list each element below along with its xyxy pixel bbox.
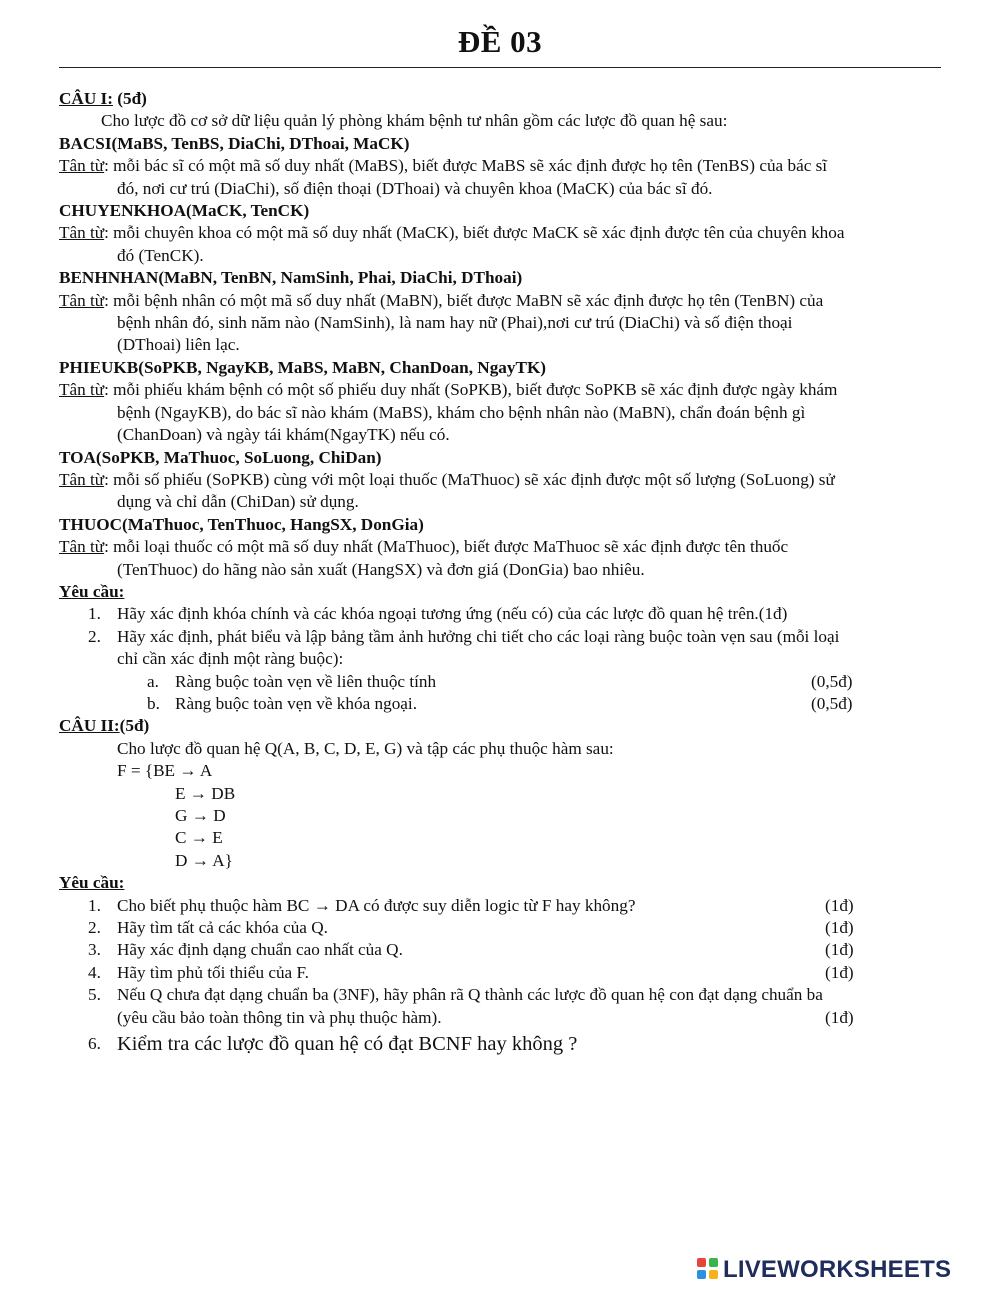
section1-subitem xyxy=(59,671,941,693)
item-text: Cho biết phụ thuộc hàm BC → DA có được suy diễn logic từ F hay không? xyxy=(117,895,636,915)
relation-schema: BACSI(MaBS, TenBS, DiaChi, DThoai, MaCK) xyxy=(59,133,410,153)
description-line: : mỗi loại thuốc có một mã số duy nhất (MaThuoc), biết được MaThuoc sẽ xác định được tên thuốc xyxy=(104,537,789,557)
item-text: Hãy tìm tất cả các khóa của Q. xyxy=(117,918,328,938)
predicate-label: Tân từ xyxy=(59,156,105,176)
relation-description xyxy=(59,290,941,357)
relation-bacsi xyxy=(59,133,941,200)
relation-description xyxy=(59,536,941,581)
description-line: bệnh nhân đó, sinh năm nào (NamSinh), là nam hay nữ (Phai),nơi cư trú (DiaChi) và số điện thoại xyxy=(117,313,793,333)
relation-chuyenkhoa xyxy=(59,200,941,267)
logo-square-red xyxy=(697,1258,706,1267)
relation-schema: PHIEUKB(SoPKB, NgayKB, MaBS, MaBN, ChanDoan, NgayTK) xyxy=(59,357,547,377)
logo-square-green xyxy=(709,1258,718,1267)
subitem-text: Ràng buộc toàn vẹn về khóa ngoại. xyxy=(175,693,417,713)
liveworksheets-icon xyxy=(697,1258,719,1280)
item-number: 6. xyxy=(88,1034,101,1054)
section2-item xyxy=(59,917,941,939)
section2-requirements-heading: Yêu cầu: xyxy=(59,873,125,893)
subitem-text: Ràng buộc toàn vẹn về liên thuộc tính xyxy=(175,671,437,691)
relation-thuoc xyxy=(59,514,941,581)
item-number: 2. xyxy=(88,918,101,938)
item-number: 2. xyxy=(88,626,101,646)
relation-description xyxy=(59,222,941,267)
item-text-line: Nếu Q chưa đạt dạng chuẩn ba (3NF), hãy phân rã Q thành các lược đồ quan hệ con đạt dạng chuẩn ba xyxy=(117,985,823,1005)
section1-req-item xyxy=(59,603,941,625)
title-divider xyxy=(59,67,941,68)
predicate-label: Tân từ xyxy=(59,223,105,243)
functional-dependency: G → D xyxy=(175,806,226,825)
section2-intro: Cho lược đồ quan hệ Q(A, B, C, D, E, G) và tập các phụ thuộc hàm sau: xyxy=(117,738,614,758)
description-line: dụng và chỉ dẫn (ChiDan) sử dụng. xyxy=(117,492,359,512)
relation-description xyxy=(59,155,941,200)
section1-title: CÂU I: xyxy=(59,89,113,108)
subitem-letter: a. xyxy=(147,671,159,691)
item-points: (1đ) xyxy=(825,962,854,982)
item-text: Hãy tìm phủ tối thiểu của F. xyxy=(117,962,309,982)
liveworksheets-wordmark: LIVEWORKSHEETS xyxy=(723,1256,952,1283)
section2-heading xyxy=(59,715,941,737)
predicate-label: Tân từ xyxy=(59,380,105,400)
description-line: : mỗi bệnh nhân có một mã số duy nhất (MaBN), biết được MaBN sẽ xác định được họ tên (TenBN) của xyxy=(104,290,824,310)
item-number: 3. xyxy=(88,940,101,960)
functional-dependency: D → A} xyxy=(175,850,233,870)
predicate-label: Tân từ xyxy=(59,537,105,557)
section1-intro: Cho lược đồ cơ sở dữ liệu quản lý phòng khám bệnh tư nhân gồm các lược đồ quan hệ sau: xyxy=(101,111,728,131)
section1-requirements-heading: Yêu cầu: xyxy=(59,581,125,601)
section2-item xyxy=(59,984,941,1029)
relation-benhnhan xyxy=(59,267,941,357)
description-line: (TenThuoc) do hãng nào sản xuất (HangSX) và đơn giá (DonGia) bao nhiêu. xyxy=(117,559,645,579)
item-points: (1đ) xyxy=(825,1007,854,1027)
predicate-label: Tân từ xyxy=(59,469,105,489)
subitem-points: (0,5đ) xyxy=(811,671,853,691)
item-points: (1đ) xyxy=(825,895,854,915)
description-line: đó, nơi cư trú (DiaChi), số điện thoại (DThoai) và chuyên khoa (MaCK) của bác sĩ đó. xyxy=(117,178,713,198)
liveworksheets-logo xyxy=(697,1256,997,1284)
description-line: : mỗi số phiếu (SoPKB) cùng với một loại thuốc (MaThuoc) sẽ xác định được một số lượng (SoLuong) sử xyxy=(104,469,835,489)
relation-schema: CHUYENKHOA(MaCK, TenCK) xyxy=(59,201,310,221)
item-number: 4. xyxy=(88,962,101,982)
description-line: : mỗi phiếu khám bệnh có một số phiếu duy nhất (SoPKB), biết được SoPKB sẽ xác định được ngày khám xyxy=(104,380,838,400)
section2-points: (5đ) xyxy=(119,716,150,736)
functional-dependency: E → DB xyxy=(175,783,236,803)
item-number: 1. xyxy=(88,895,101,915)
relation-toa xyxy=(59,447,941,514)
description-line: : mỗi chuyên khoa có một mã số duy nhất (MaCK), biết được MaCK sẽ xác định được tên của chuyên khoa xyxy=(104,223,845,243)
description-line: đó (TenCK). xyxy=(117,245,204,265)
section2-title: CÂU II: xyxy=(59,716,120,736)
item-number: 1. xyxy=(88,604,101,624)
relation-description xyxy=(59,379,941,446)
section1-req-item xyxy=(59,626,941,671)
item-points: (1đ) xyxy=(825,918,854,938)
section1-points: (5đ) xyxy=(112,89,147,108)
item-number: 5. xyxy=(88,985,101,1005)
predicate-label: Tân từ xyxy=(59,290,105,310)
item-points: (1đ) xyxy=(825,940,854,960)
relation-phieukb xyxy=(59,357,941,447)
relation-schema: TOA(SoPKB, MaThuoc, SoLuong, ChiDan) xyxy=(59,447,382,467)
functional-dependency: C → E xyxy=(175,828,223,848)
relation-schema: BENHNHAN(MaBN, TenBN, NamSinh, Phai, DiaChi, DThoai) xyxy=(59,268,523,288)
description-line: (DThoai) liên lạc. xyxy=(117,335,240,355)
fd-set-start: F = {BE → A xyxy=(117,761,213,781)
description-line: bệnh (NgayKB), do bác sĩ nào khám (MaBS), khám cho bệnh nhân nào (MaBN), chẩn đoán bệnh gì xyxy=(117,402,806,422)
page-title: ĐỀ 03 xyxy=(457,24,543,59)
item-text-line: Hãy xác định, phát biểu và lập bảng tầm ảnh hưởng chi tiết cho các loại ràng buộc toàn vẹn sau (mỗi loại xyxy=(117,626,840,646)
section2-item xyxy=(59,962,941,984)
relation-schema: THUOC(MaThuoc, TenThuoc, HangSX, DonGia) xyxy=(59,514,424,534)
description-line: (ChanDoan) và ngày tái khám(NgayTK) nếu có. xyxy=(117,425,450,445)
item-text: Hãy xác định khóa chính và các khóa ngoại tương ứng (nếu có) của các lược đồ quan hệ trên.(1đ) xyxy=(117,604,788,624)
description-line: : mỗi bác sĩ có một mã số duy nhất (MaBS), biết được MaBS sẽ xác định được họ tên (TenBS) của bác sĩ xyxy=(104,156,828,176)
relation-description xyxy=(59,469,941,514)
section2-item xyxy=(59,939,941,961)
logo-square-blue xyxy=(697,1270,706,1279)
item-text-line: (yêu cầu bảo toàn thông tin và phụ thuộc hàm). xyxy=(117,1007,442,1027)
logo-square-yellow xyxy=(709,1270,718,1279)
section2-item xyxy=(59,1032,941,1056)
item-text: Hãy xác định dạng chuẩn cao nhất của Q. xyxy=(117,940,403,960)
item-text: Kiểm tra các lược đồ quan hệ có đạt BCNF hay không ? xyxy=(117,1033,578,1056)
item-text-line: chỉ cần xác định một ràng buộc): xyxy=(117,649,344,669)
section1-subitem xyxy=(59,693,941,715)
document-body xyxy=(59,88,941,1056)
subitem-letter: b. xyxy=(147,693,160,713)
section2-item xyxy=(59,895,941,917)
subitem-points: (0,5đ) xyxy=(811,693,853,713)
section1-heading xyxy=(59,88,941,110)
